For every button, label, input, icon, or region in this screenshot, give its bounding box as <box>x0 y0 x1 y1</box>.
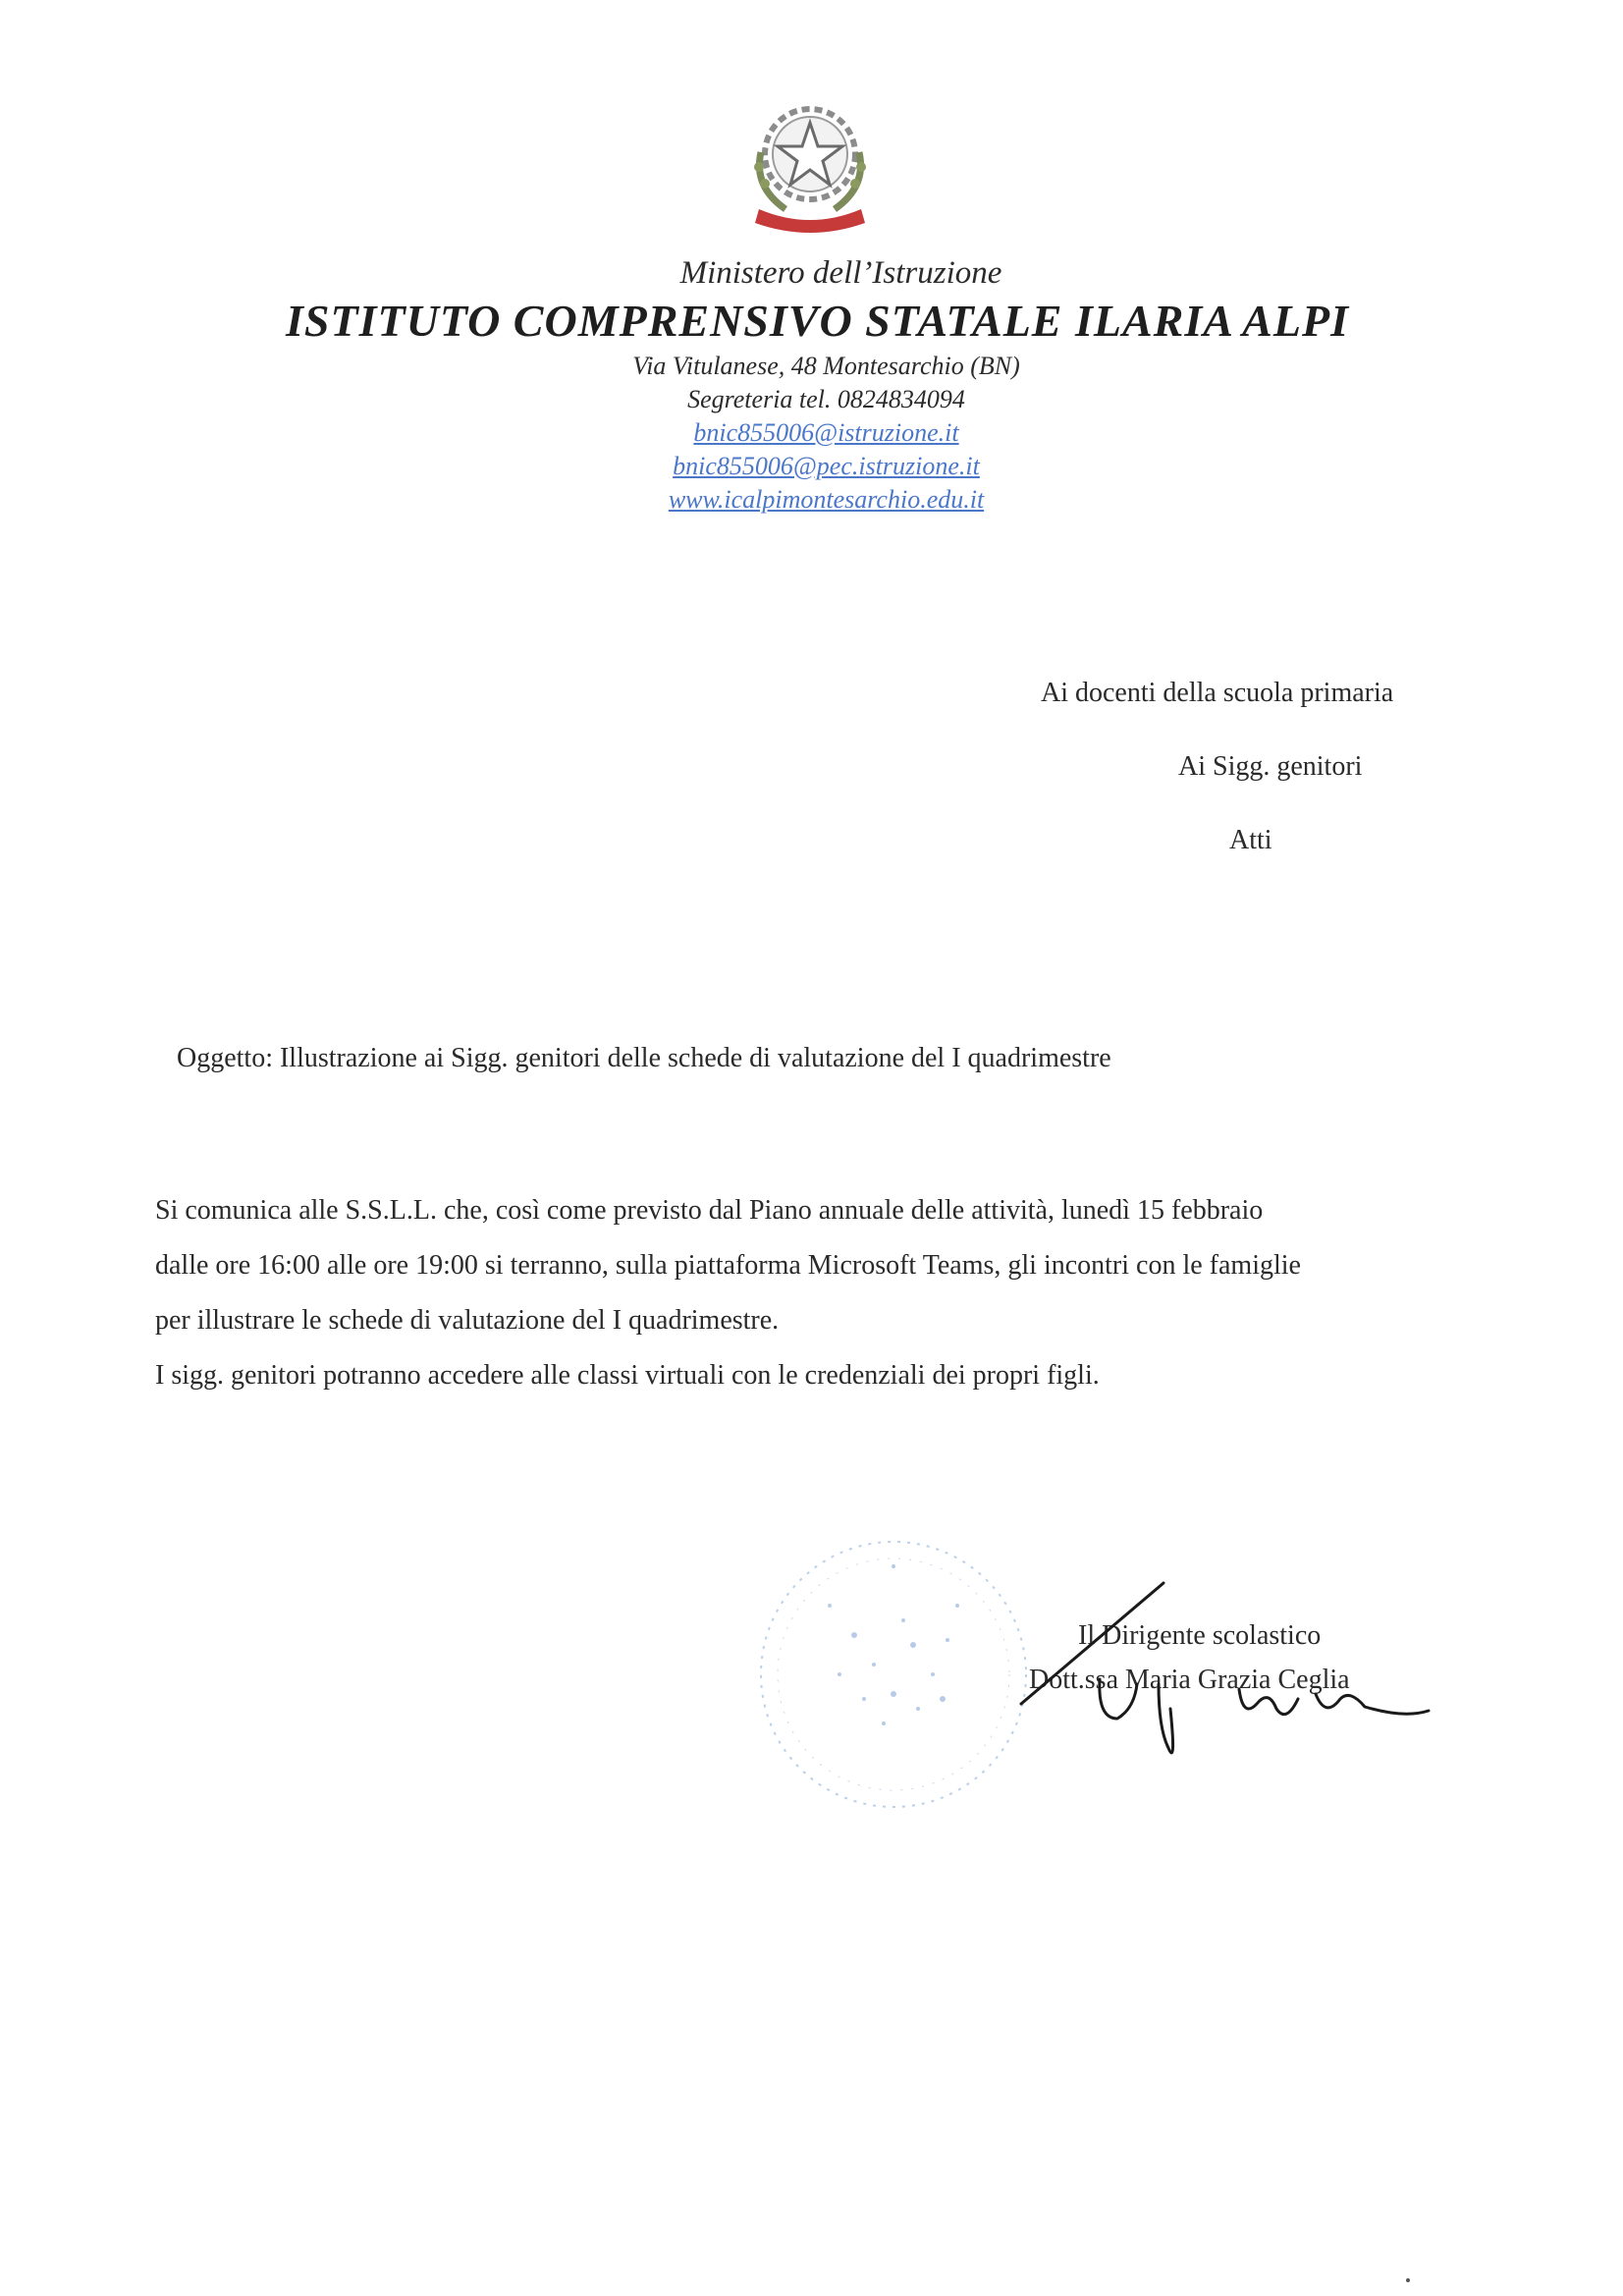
body-line: per illustrare le schede di valutazione del I quadrimestre. <box>155 1305 780 1336</box>
recipient-records: Atti <box>1229 825 1272 855</box>
website-link[interactable]: www.icalpimontesarchio.edu.it <box>668 485 985 514</box>
letter-body <box>155 1183 1490 1403</box>
ministry-name: Ministero dell’Istruzione <box>679 255 1002 291</box>
letterhead <box>0 253 1623 517</box>
scan-speck <box>1406 2278 1410 2282</box>
signatory-name: Dott.ssa Maria Grazia Ceglia <box>1029 1665 1350 1695</box>
body-line: Si comunica alle S.S.L.L. che, così come previsto dal Piano annuale delle attività, lunedì 15 febbraio <box>155 1195 1264 1226</box>
italian-republic-emblem-icon <box>731 93 889 241</box>
body-line: I sigg. genitori potranno accedere alle classi virtuali con le credenziali dei propri figli. <box>155 1360 1100 1391</box>
phone: Segreteria tel. 0824834094 <box>687 385 965 413</box>
subject-line: Oggetto: Illustrazione ai Sigg. genitori delle schede di valutazione del I quadrimestre <box>177 1043 1111 1073</box>
recipient-teachers: Ai docenti della scuola primaria <box>1041 678 1394 708</box>
signatory-role: Il Dirigente scolastico <box>1078 1620 1322 1651</box>
email-link[interactable]: bnic855006@istruzione.it <box>693 418 959 447</box>
body-line: dalle ore 16:00 alle ore 19:00 si terranno, sulla piattaforma Microsoft Teams, gli incontri con le famiglie <box>155 1250 1301 1281</box>
handwritten-signature <box>1011 1571 1443 1777</box>
address: Via Vitulanese, 48 Montesarchio (BN) <box>632 352 1020 380</box>
school-name: ISTITUTO COMPRENSIVO STATALE ILARIA ALPI <box>286 296 1349 346</box>
recipient-parents: Ai Sigg. genitori <box>1178 751 1363 782</box>
pec-email-link[interactable]: bnic855006@pec.istruzione.it <box>673 452 980 480</box>
school-stamp <box>746 1527 1041 1822</box>
